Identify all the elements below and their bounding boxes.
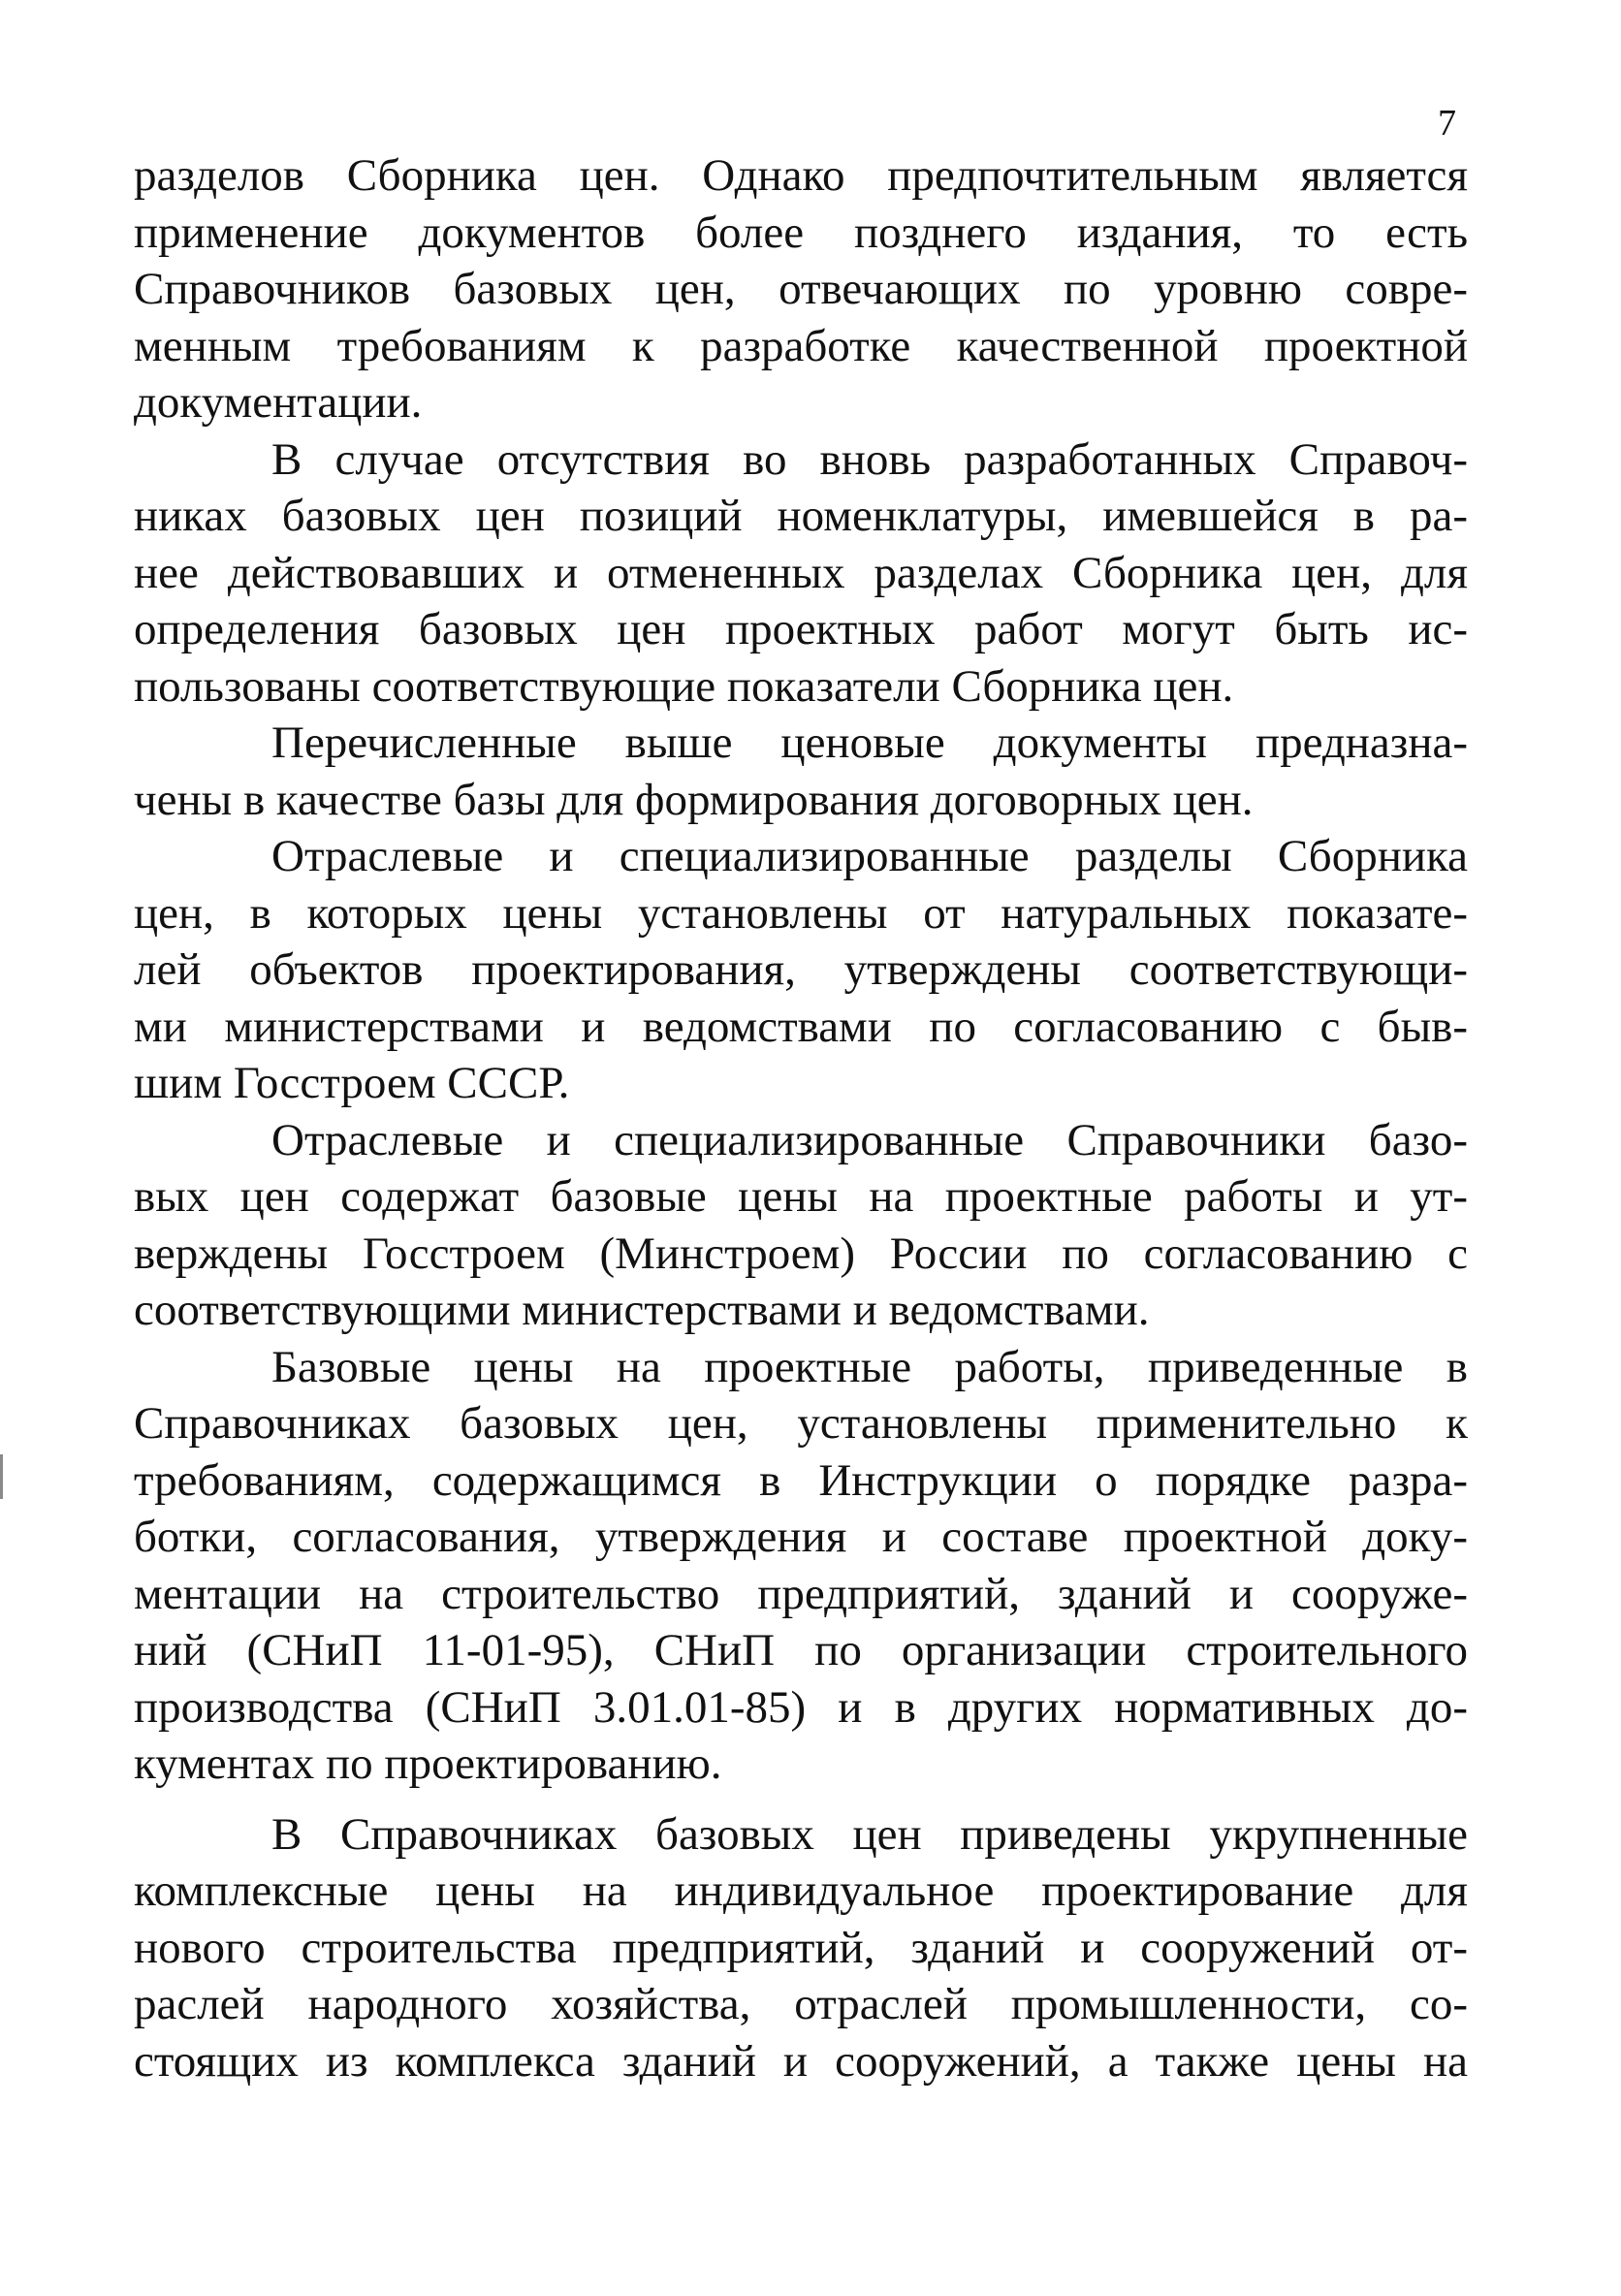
text-line: Базовые цены на проектные работы, приведенные в: [271, 1341, 1468, 1392]
text-line: разделов Сборника цен. Однако предпочтительным является: [134, 150, 1468, 201]
paragraph: [134, 1112, 1468, 1339]
paragraph: [134, 828, 1468, 1112]
text-line: Справочников базовых цен, отвечающих по уровню совре-: [134, 264, 1468, 314]
body-text: [134, 147, 1468, 2089]
text-line: кументах по проектированию.: [134, 1738, 722, 1789]
scan-edge-mark: [0, 1454, 3, 1499]
paragraph: [134, 147, 1468, 431]
text-line: раслей народного хозяйства, отраслей промышленности, со-: [134, 1979, 1468, 2029]
text-line: нее действовавших и отмененных разделах Сборника цен, для: [134, 547, 1468, 598]
text-line: верждены Госстроем (Минстроем) России по согласованию с: [134, 1228, 1468, 1279]
text-line: ботки, согласования, утверждения и составе проектной доку-: [134, 1512, 1468, 1562]
paragraph: [134, 431, 1468, 716]
text-line: ментации на строительство предприятий, зданий и сооруже-: [134, 1568, 1468, 1619]
text-line: Отраслевые и специализированные Справочники базо-: [271, 1114, 1468, 1165]
text-line: производства (СНиП 3.01.01-85) и в других нормативных до-: [134, 1681, 1468, 1733]
text-line: чены в качестве базы для формирования договорных цен.: [134, 774, 1254, 825]
text-line: вых цен содержат базовые цены на проектные работы и ут-: [134, 1171, 1468, 1222]
text-line: ми министерствами и ведомствами по согласованию с быв-: [134, 1001, 1468, 1052]
text-line: шим Госстроем СССР.: [134, 1058, 570, 1108]
text-line: В случае отсутствия во вновь разработанных Справоч-: [271, 433, 1468, 485]
text-line: никах базовых цен позиций номенклатуры, имевшейся в ра-: [134, 491, 1468, 541]
text-line: определения базовых цен проектных работ могут быть ис-: [134, 604, 1468, 654]
paragraph: [134, 1806, 1468, 2090]
text-line: цен, в которых цены установлены от натуральных показате-: [134, 887, 1468, 939]
text-line: Справочниках базовых цен, установлены применительно к: [134, 1398, 1468, 1449]
text-line: применение документов более позднего издания, то есть: [134, 207, 1468, 258]
page-number: 7: [1438, 103, 1456, 144]
text-line: документации.: [134, 377, 423, 428]
text-line: пользованы соответствующие показатели Сборника цен.: [134, 660, 1234, 712]
text-line: ний (СНиП 11-01-95), СНиП по организации строительного: [134, 1625, 1468, 1675]
paragraph: [134, 1339, 1468, 1793]
text-line: лей объектов проектирования, утверждены соответствующи-: [134, 944, 1468, 995]
text-line: В Справочниках базовых цен приведены укрупненные: [271, 1808, 1468, 1860]
text-line: комплексные цены на индивидуальное проектирование для: [134, 1866, 1468, 1916]
text-line: стоящих из комплекса зданий и сооружений, а также цены на: [134, 2035, 1468, 2087]
text-line: Отраслевые и специализированные разделы Сборника: [271, 831, 1468, 881]
text-line: Перечисленные выше ценовые документы предназна-: [271, 718, 1468, 768]
text-line: нового строительства предприятий, зданий и сооружений от-: [134, 1922, 1468, 1973]
text-line: менным требованиям к разработке качественной проектной: [134, 320, 1468, 371]
paragraph: [134, 715, 1468, 828]
text-line: требованиям, содержащимся в Инструкции о порядке разра-: [134, 1454, 1468, 1506]
text-line: соответствующими министерствами и ведомствами.: [134, 1285, 1150, 1335]
